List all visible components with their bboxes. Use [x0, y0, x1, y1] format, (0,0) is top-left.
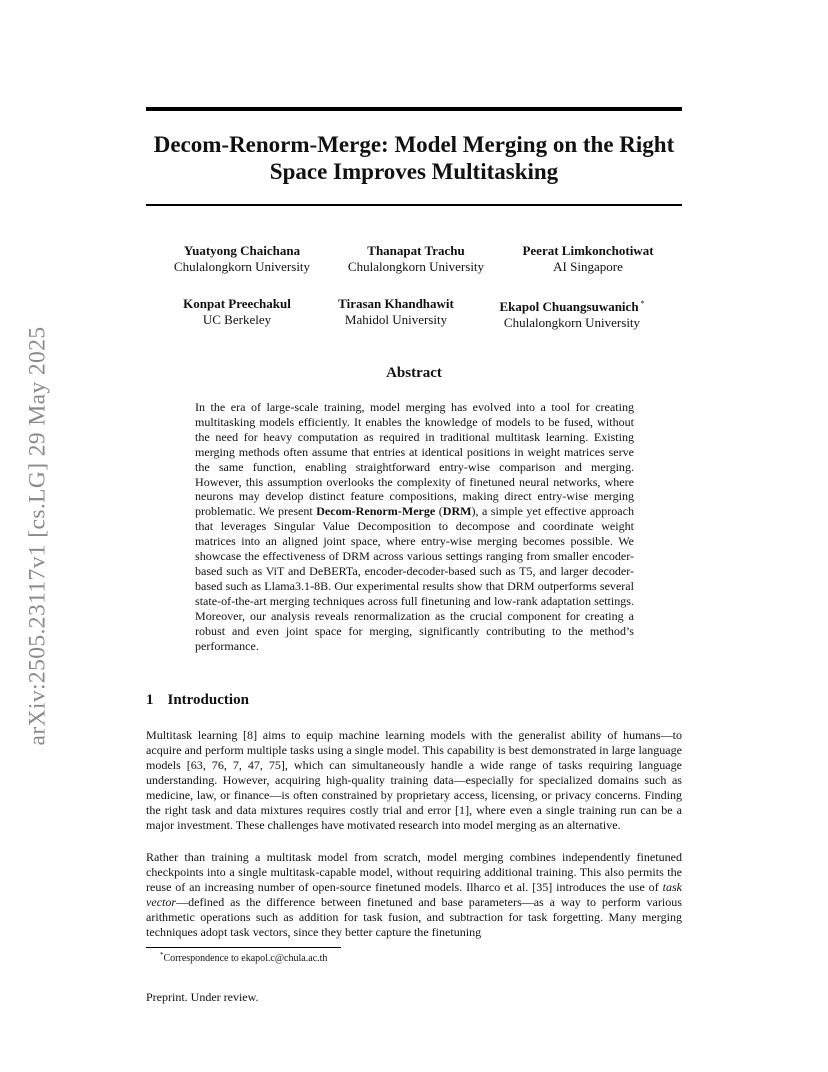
title-line-2: Space Improves Multitasking	[269, 159, 559, 184]
author-block	[321, 243, 511, 275]
author-affiliation: Chulalongkorn University	[173, 259, 311, 274]
title-line-1: Decom-Renorm-Merge: Model Merging on the Right	[153, 132, 675, 157]
author-affiliation: Mahidol University	[344, 312, 448, 327]
title-top-rule	[146, 107, 682, 111]
arxiv-identifier: arXiv:2505.23117v1 [cs.LG] 29 May 2025	[24, 326, 51, 746]
author-affiliation: UC Berkeley	[202, 312, 272, 327]
author-name: Konpat Preechakul	[183, 296, 291, 311]
abstract-heading: Abstract	[386, 365, 442, 381]
section-title: Introduction	[167, 692, 249, 708]
footnote-rule	[146, 947, 341, 948]
intro-paragraph-2: Rather than training a multitask model from scratch, model merging combines independently finetuned checkpoints into a single multitask-capable model, without requiring additional training. This also permits the reuse of an increasing number of open-source finetuned models. Ilharco et al. [35] introduces the use of task vector—defined as the difference between finetuned and base parameters—as a way to perform various arithmetic operations such as addition for task fusion, and subtraction for task forgetting. Many merging techniques adopt task vectors, since they better capture the finetuning	[146, 850, 682, 940]
title-bottom-rule	[146, 204, 682, 206]
section-number: 1	[146, 692, 154, 708]
author-block	[147, 243, 337, 275]
abstract-text: In the era of large-scale training, model merging has evolved into a tool for creating multitasking models efficiently. It enables the knowledge of models to be fused, without the need for heavy computation as required in traditional multitask learning. Existing merging methods often assume that entries at identical positions in weight matrices serve the same function, enabling straightforward entry-wise comparison and merging. However, this assumption overlooks the complexity of finetuned neural networks, where neurons may develop distinct feature compositions, making direct entry-wise merging problematic. We present Decom-Renorm-Merge (DRM), a simple yet effective approach that leverages Singular Value Decomposition to decompose and coordinate weight matrices into an aligned joint space, where entry-wise merging becomes possible. We showcase the effectiveness of DRM across various settings ranging from smaller encoder-based such as ViT and DeBERTa, encoder-decoder-based such as T5, and larger decoder-based such as Llama3.1-8B. Our experimental results show that DRM outperforms several state-of-the-art merging techniques across full finetuning and low-rank adaptation settings. Moreover, our analysis reveals renormalization as the crucial component for creating a robust and even joint space for merging, significantly contributing to the method’s performance.	[195, 400, 635, 653]
intro-paragraph-1: Multitask learning [8] aims to equip machine learning models with the generalist ability of humans—to acquire and perform multiple tasks using a single model. This capability is best demonstrated in large language models [63, 76, 7, 47, 75], which can simultaneously handle a wide range of tasks requiring language understanding. However, acquiring high-quality training data—especially for specialized domains such as medicine, law, or finance—is often constrained by proprietary access, licensing, or privacy concerns. Finding the right task and data mixtures requires costly trial and error [1], where even a single training run can be a major investment. These challenges have motivated research into model merging as an alternative.	[146, 728, 682, 833]
footnote-mark: *	[160, 951, 164, 959]
paper-title	[146, 131, 682, 185]
emphasized-term: task vector	[146, 880, 682, 910]
author-block	[493, 243, 683, 275]
author-block	[477, 296, 667, 331]
author-name: Thanapat Trachu	[367, 243, 465, 258]
section-heading	[146, 692, 249, 709]
author-name: Ekapol Chuangsuwanich *	[499, 299, 645, 314]
author-block	[301, 296, 491, 328]
author-affiliation: Chulalongkorn University	[503, 315, 641, 330]
corresponding-author-mark: *	[640, 299, 645, 308]
author-name: Yuatyong Chaichana	[183, 243, 301, 258]
author-affiliation: AI Singapore	[553, 259, 623, 274]
author-name: Tirasan Khandhawit	[338, 296, 454, 311]
footnote-text: Correspondence to ekapol.c@chula.ac.th	[163, 953, 328, 964]
preprint-note: Preprint. Under review.	[146, 990, 259, 1004]
author-name: Peerat Limkonchotiwat	[522, 243, 654, 258]
footnote	[160, 951, 327, 964]
method-abbreviation: DRM	[442, 504, 472, 519]
method-name: Decom-Renorm-Merge	[316, 504, 436, 519]
author-affiliation: Chulalongkorn University	[347, 259, 485, 274]
